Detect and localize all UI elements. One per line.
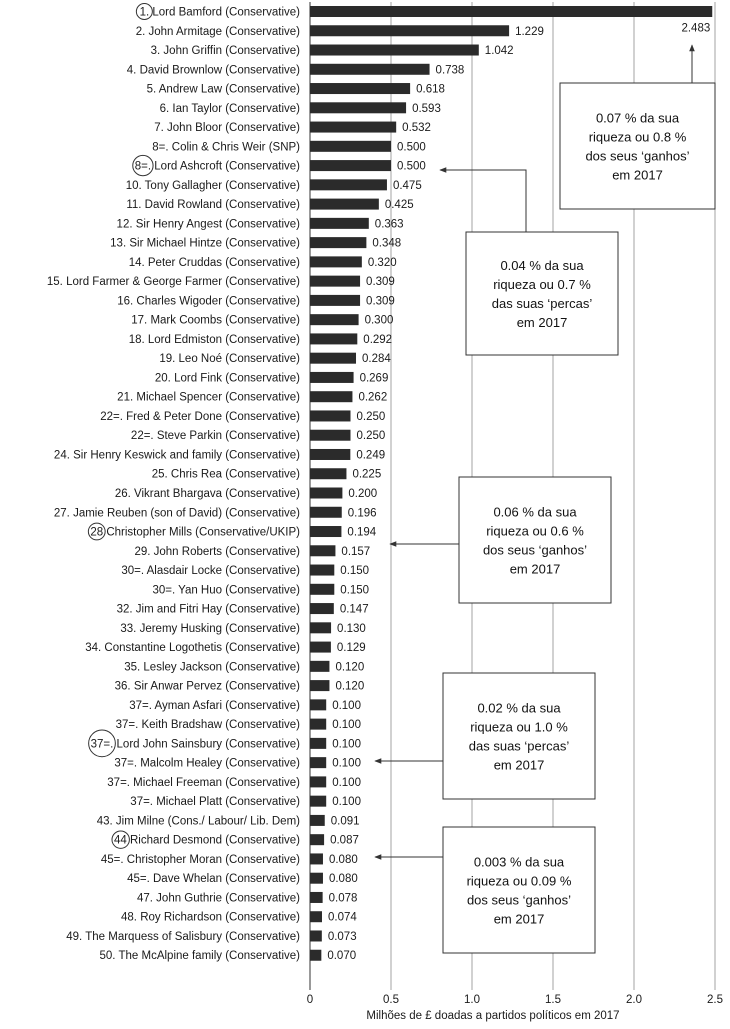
bar [310, 353, 356, 364]
category-label [134, 546, 300, 558]
annotation-text: dos seus ‘ganhos’ [466, 892, 572, 908]
category-label [151, 45, 301, 57]
value-label: 0.070 [327, 950, 357, 963]
rank-label: 11. [126, 199, 142, 212]
donor-name: John Bloor (Conservative) [163, 122, 300, 135]
donor-name: Roy Richardson (Conservative) [137, 911, 300, 924]
rank-label: 3. [150, 45, 161, 58]
donor-name: John Armitage (Conservative) [145, 25, 300, 38]
x-tick-label: 0 [306, 994, 314, 1006]
annotation-text: em 2017 [612, 167, 663, 183]
bar [310, 64, 430, 75]
rank-label: 4. [126, 64, 137, 77]
bar [310, 256, 362, 267]
bar [310, 738, 326, 749]
annotation-text: em 2017 [516, 315, 568, 330]
rank-label: 37=. [115, 719, 139, 732]
value-label: 0.147 [339, 603, 369, 616]
category-label [126, 199, 300, 211]
bar [310, 449, 350, 460]
rank-label: 19. [159, 353, 176, 366]
rank-label: 5. [146, 83, 157, 96]
bar [310, 565, 334, 576]
value-label: 0.269 [359, 372, 389, 385]
donor-name: Constantine Logothetis (Conservative) [101, 642, 300, 655]
annotation-frame [443, 673, 595, 799]
annotation-text: riqueza ou 1.0 % [470, 719, 568, 735]
donor-name: Andrew Law (Conservative) [156, 83, 300, 96]
donor-name: Alasdair Locke (Conservative) [144, 565, 300, 578]
rank-label: 14. [128, 256, 145, 269]
donor-name: Sir Anwar Pervez (Conservative) [130, 680, 300, 693]
annotation-frame [560, 83, 715, 209]
bar [310, 834, 324, 845]
value-label: 0.150 [340, 565, 370, 578]
value-label: 0.080 [328, 853, 358, 866]
value-label: 0.300 [364, 314, 394, 327]
annotation-box [375, 827, 595, 953]
rank-label: 36. [114, 680, 131, 693]
rank-label: 2. [135, 25, 146, 38]
category-label [135, 161, 300, 173]
rank-label: 15. [46, 276, 63, 289]
bar [310, 468, 346, 479]
annotation-text: das suas ‘percas’ [491, 296, 593, 311]
bar [310, 950, 321, 961]
category-label [124, 661, 300, 673]
bar [310, 141, 391, 152]
value-label: 1.042 [484, 45, 514, 58]
bar [310, 699, 326, 710]
bar [310, 122, 396, 133]
donor-name: John Griffin (Conservative) [160, 45, 300, 58]
bar [310, 6, 712, 17]
x-axis-title: Milhões de £ doadas a partidos políticos em 2017 [366, 1010, 620, 1022]
donor-name: Jamie Reuben (son of David) (Conservative) [69, 507, 300, 520]
donor-name: Sir Henry Angest (Conservative) [132, 218, 300, 231]
bar [310, 873, 323, 884]
bar [310, 680, 329, 691]
category-label [101, 854, 300, 866]
annotation-arrow [440, 170, 526, 232]
bar [310, 45, 479, 56]
annotation-text: em 2017 [493, 757, 545, 773]
rank-label: 43. [96, 815, 113, 828]
value-label: 0.249 [356, 449, 386, 462]
category-label [155, 372, 300, 384]
category-label [159, 353, 300, 365]
category-label [147, 84, 301, 96]
bar [310, 430, 351, 441]
donor-name: Jim and Fitri Hay (Conservative) [132, 603, 300, 616]
value-label: 0.320 [367, 256, 397, 269]
category-label [117, 295, 300, 307]
donor-name: The McAlpine family (Conservative) [115, 950, 300, 963]
annotation-text: riqueza ou 0.09 % [466, 873, 572, 889]
donor-name: Michael Platt (Conservative) [153, 796, 300, 809]
value-label: 0.262 [358, 391, 388, 404]
annotation-text: 0.02 % da sua [477, 700, 561, 716]
donor-name: Jim Milne (Cons./ Labour/ Lib. Dem) [112, 815, 300, 828]
annotation-text: 0.06 % da sua [493, 504, 577, 520]
annotation-text: 0.003 % da sua [473, 854, 565, 870]
donor-name: Lord Fink (Conservative) [170, 372, 300, 385]
rank-label: 29. [134, 545, 151, 558]
x-tick-label: 0.5 [383, 994, 399, 1006]
category-label [90, 527, 300, 539]
bar [310, 179, 387, 190]
rank-label: 37=. [130, 796, 153, 809]
value-label: 0.475 [392, 179, 422, 192]
category-label [117, 218, 301, 230]
rank-label: 35. [124, 661, 141, 674]
bar [310, 545, 335, 556]
rank-label: 22=. [130, 430, 154, 443]
donor-name: Michael Freeman (Conservative) [129, 776, 300, 789]
rank-label: 12. [116, 218, 133, 231]
value-label: 0.348 [372, 237, 402, 250]
donor-name: Dave Whelan (Conservative) [149, 873, 300, 886]
value-label: 0.100 [332, 776, 361, 789]
value-label: 0.196 [347, 507, 377, 520]
value-label: 0.532 [402, 122, 431, 135]
bar [310, 372, 354, 383]
rank-label: 1. [139, 6, 150, 19]
rank-label: 28 [90, 526, 104, 539]
bar [310, 314, 359, 325]
donor-name: Steve Parkin (Conservative) [153, 430, 300, 443]
donor-name: David Brownlow (Conservative) [136, 64, 300, 77]
bar [310, 853, 323, 864]
rank-label: 34. [85, 642, 102, 655]
bar [310, 719, 326, 730]
value-label: 0.087 [330, 834, 359, 847]
bar [310, 83, 410, 94]
donor-name: The Marquess of Salisbury (Conservative) [82, 930, 300, 943]
bar [310, 911, 322, 922]
value-label: 0.500 [397, 160, 426, 173]
value-label: 0.150 [340, 584, 370, 597]
category-label [91, 738, 301, 750]
rank-label: 49. [66, 930, 83, 943]
bar [310, 276, 360, 287]
value-label: 0.738 [435, 64, 465, 77]
value-label: 0.091 [330, 815, 360, 828]
value-label: 0.225 [352, 468, 382, 481]
value-label: 0.309 [366, 276, 395, 289]
category-label [114, 758, 300, 770]
value-label: 0.593 [412, 102, 441, 115]
bar [310, 199, 379, 210]
rank-label: 17. [131, 314, 148, 327]
rank-label: 37=. [107, 776, 130, 789]
donor-name: Leo Noé (Conservative) [175, 353, 300, 366]
value-label: 0.100 [332, 699, 361, 712]
rank-label: 30=. [121, 565, 145, 578]
category-label [127, 64, 300, 76]
category-label [152, 141, 300, 153]
category-label [114, 835, 300, 847]
rank-label: 18. [128, 333, 145, 346]
annotation-layer [375, 45, 715, 953]
annotation-text: riqueza ou 0.6 % [486, 523, 584, 539]
bar [310, 642, 331, 653]
donor-name: John Guthrie (Conservative) [152, 892, 300, 905]
value-label: 0.363 [374, 218, 404, 231]
value-label: 0.120 [335, 661, 365, 674]
category-label [116, 719, 301, 731]
donor-name: Chris Rea (Conservative) [167, 468, 300, 481]
annotation-frame [443, 827, 595, 953]
rank-label: 7. [154, 122, 164, 135]
category-label [97, 815, 300, 827]
value-label: 0.100 [332, 757, 361, 770]
value-label: 0.074 [327, 911, 357, 924]
donor-name: Lord Bamford (Conservative) [149, 6, 300, 19]
value-label: 0.309 [366, 295, 395, 308]
annotation-frame [459, 477, 611, 603]
value-label: 0.130 [337, 622, 366, 635]
annotation-text: das suas ‘percas’ [468, 738, 570, 754]
donor-name: Jeremy Husking (Conservative) [136, 622, 300, 635]
donor-name: Richard Desmond (Conservative) [126, 834, 300, 847]
bar [310, 237, 366, 248]
rank-label: 48. [121, 911, 138, 924]
bar [310, 622, 331, 633]
bar [310, 295, 360, 306]
category-label [160, 103, 301, 115]
value-label: 1.229 [515, 25, 544, 38]
value-label: 0.250 [356, 410, 386, 423]
value-label: 0.284 [362, 353, 391, 366]
annotation-box [390, 477, 611, 603]
category-label [137, 892, 300, 904]
value-label: 0.500 [397, 141, 426, 154]
donor-name: Lesley Jackson (Conservative) [140, 661, 300, 674]
annotation-text: em 2017 [509, 561, 561, 577]
annotation-text: 0.07 % da sua [595, 110, 680, 126]
donor-name: Lord Edmiston (Conservative) [144, 333, 300, 346]
category-label [129, 334, 300, 346]
category-label [121, 565, 300, 577]
bar [310, 776, 326, 787]
category-label [140, 7, 301, 19]
donor-name: Peter Cruddas (Conservative) [144, 256, 300, 269]
rank-label: 22=. [100, 410, 123, 423]
x-tick-label: 1.0 [464, 994, 480, 1006]
rank-label: 37=. [114, 757, 138, 770]
annotation-frame [466, 232, 618, 355]
donor-name: Charles Wigoder (Conservative) [133, 295, 300, 308]
donor-name: Michael Spencer (Conservative) [133, 391, 300, 404]
category-label [115, 681, 301, 693]
category-label [131, 315, 300, 327]
donor-name: David Rowland (Conservative) [141, 199, 300, 212]
donor-name: John Roberts (Conservative) [150, 545, 300, 558]
donor-name: Lord John Sainsbury (Conservative) [113, 738, 300, 751]
donor-name: Lord Ashcroft (Conservative) [151, 160, 300, 173]
donor-name: Colin & Chris Weir (SNP) [168, 141, 300, 154]
rank-label: 37=. [129, 699, 152, 712]
label-layer [47, 4, 300, 963]
value-label: 0.618 [416, 83, 445, 96]
donor-name: Mark Coombs (Conservative) [147, 314, 300, 327]
value-label: 0.080 [328, 873, 358, 886]
rank-label: 27. [53, 507, 70, 520]
value-label: 0.292 [363, 333, 393, 346]
rank-label: 8=. [134, 160, 152, 173]
value-label: 0.100 [332, 738, 361, 751]
axis-layer [307, 994, 723, 1022]
donor-name: Ian Taylor (Conservative) [169, 102, 300, 115]
value-label: 0.100 [332, 719, 361, 732]
donor-name: Keith Bradshaw (Conservative) [138, 719, 300, 732]
annotation-text: riqueza ou 0.8 % [588, 129, 687, 145]
category-label [120, 623, 300, 635]
rank-label: 26. [114, 488, 131, 500]
rank-label: 10. [125, 179, 142, 192]
category-label [154, 122, 300, 134]
category-label [85, 642, 300, 654]
bar [310, 815, 325, 826]
category-label [54, 449, 300, 461]
bar [310, 25, 509, 36]
annotation-text: dos seus ‘ganhos’ [482, 542, 588, 558]
rank-label: 50. [99, 950, 116, 963]
category-label [130, 796, 300, 808]
bar [310, 160, 391, 171]
value-label: 0.073 [327, 930, 357, 943]
bar [310, 661, 329, 672]
category-label [117, 604, 301, 616]
category-label [47, 276, 300, 288]
value-label: 0.194 [347, 526, 377, 539]
category-label [131, 430, 300, 442]
annotation-box [560, 45, 715, 209]
x-tick-label: 2.5 [707, 994, 723, 1006]
annotation-text: dos seus ‘ganhos’ [585, 148, 690, 164]
rank-label: 13. [110, 237, 127, 250]
bar [310, 603, 334, 614]
annotation-text: 0.04 % da sua [500, 258, 584, 273]
bar [310, 892, 323, 903]
category-label [110, 238, 300, 250]
value-label: 2.483 [681, 22, 711, 35]
bar [310, 102, 406, 113]
rank-label: 24. [53, 449, 70, 462]
rank-label: 8=. [152, 141, 169, 154]
value-label: 0.129 [336, 642, 366, 655]
rank-label: 6. [159, 102, 170, 115]
category-label [66, 931, 300, 943]
rank-label: 25. [151, 468, 168, 481]
category-label [107, 777, 300, 789]
category-label [54, 507, 300, 519]
bar [310, 507, 342, 518]
value-label: 0.250 [356, 430, 386, 443]
rank-label: 45=. [127, 873, 150, 886]
bar [310, 584, 334, 595]
value-label: 0.200 [348, 488, 378, 500]
rank-label: 32. [116, 603, 133, 616]
rank-label: 33. [120, 622, 137, 635]
rank-label: 30=. [152, 584, 176, 597]
annotation-text: riqueza ou 0.7 % [493, 277, 591, 292]
category-label [152, 469, 300, 481]
donor-name: Christopher Mills (Conservative/UKIP) [103, 526, 300, 539]
category-label [129, 257, 300, 269]
annotation-text: em 2017 [493, 911, 545, 927]
donor-name: Sir Henry Keswick and family (Conservative) [69, 449, 300, 462]
bar [310, 410, 351, 421]
donor-name: Malcolm Healey (Conservative) [137, 757, 300, 770]
donor-name: Yan Huo (Conservative) [175, 584, 300, 597]
bar [310, 333, 357, 344]
category-label [100, 411, 300, 423]
rank-label: 16. [117, 295, 134, 308]
rank-label: 20. [154, 372, 171, 385]
x-tick-label: 1.5 [545, 994, 561, 1006]
category-label [152, 584, 300, 596]
donor-name: Fred & Peter Done (Conservative) [122, 410, 300, 423]
bar [310, 488, 342, 499]
annotation-box [375, 673, 595, 799]
category-label [117, 392, 300, 404]
donor-name: Christopher Moran (Conservative) [123, 853, 300, 866]
donor-name: Sir Michael Hintze (Conservative) [126, 237, 300, 250]
bar [310, 526, 341, 537]
value-label: 0.120 [335, 680, 365, 693]
rank-label: 44 [114, 834, 127, 847]
rank-label: 37=. [90, 738, 114, 751]
category-label [121, 912, 300, 924]
category-label [115, 488, 300, 500]
category-label [100, 950, 301, 962]
bar [310, 796, 326, 807]
rank-label: 47. [136, 892, 153, 905]
bar [310, 930, 322, 941]
donor-name: Ayman Asfari (Conservative) [151, 699, 300, 712]
value-label: 0.425 [384, 199, 414, 212]
rank-label: 21. [117, 391, 134, 404]
category-label [136, 26, 300, 38]
x-tick-label: 2.0 [626, 994, 642, 1006]
donor-name: Tony Gallagher (Conservative) [141, 179, 300, 192]
donor-name: Vikrant Bhargava (Conservative) [130, 488, 300, 500]
bar [310, 391, 352, 402]
value-label: 0.157 [341, 545, 371, 558]
donor-name: Lord Farmer & George Farmer (Conservative) [62, 276, 300, 289]
bar [310, 218, 369, 229]
category-label [129, 700, 300, 712]
category-label [127, 873, 300, 885]
bar [310, 757, 326, 768]
rank-label: 45=. [100, 853, 124, 866]
value-label: 0.100 [332, 796, 361, 809]
category-label [126, 180, 300, 192]
value-label: 0.078 [328, 892, 358, 905]
